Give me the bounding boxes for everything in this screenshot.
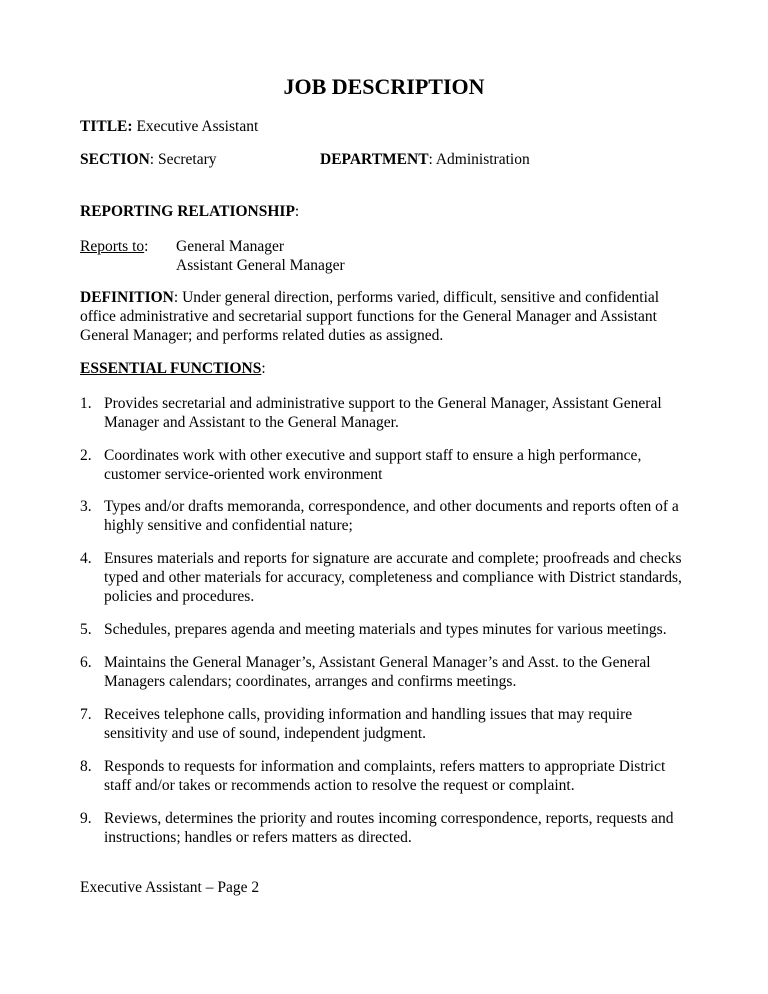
reports-to-item: Assistant General Manager (176, 257, 345, 274)
reports-to-item: General Manager (176, 238, 285, 255)
essential-functions-heading (80, 359, 266, 378)
page-footer: Executive Assistant – Page 2 (80, 879, 260, 896)
list-item-number: 2. (80, 447, 92, 464)
title-value: Executive Assistant (132, 118, 259, 135)
list-item-text: Maintains the General Manager’s, Assistant General Manager’s and Asst. to the General Managers calendars; coordinates, arranges and confirms meetings. (104, 654, 651, 690)
section-value: : Secretary (149, 151, 217, 168)
list-item-number: 8. (80, 758, 92, 775)
section-label: SECTION (80, 151, 150, 168)
list-item-text: Receives telephone calls, providing information and handling issues that may require sensitivity and use of sound, independent judgment. (104, 706, 633, 742)
list-item-number: 5. (80, 621, 92, 638)
list-item-text: Schedules, prepares agenda and meeting materials and types minutes for various meetings. (104, 621, 667, 638)
title-label: TITLE: (80, 118, 133, 135)
reports-to-colon: : (144, 238, 149, 255)
list-item-number: 3. (80, 498, 92, 515)
department-label: DEPARTMENT (320, 151, 429, 168)
reports-to-label (80, 237, 148, 256)
list-item-text: Reviews, determines the priority and routes incoming correspondence, reports, requests and instructions; handles or refers matters as directed. (104, 810, 674, 846)
list-item-number: 6. (80, 654, 92, 671)
definition-label: DEFINITION (80, 289, 174, 306)
reporting-heading-text: REPORTING RELATIONSHIP (80, 203, 295, 220)
section-line (80, 150, 216, 169)
list-item-number: 4. (80, 550, 92, 567)
department-line (320, 150, 530, 169)
title-line (80, 117, 258, 136)
list-item-text: Responds to requests for information and complaints, refers matters to appropriate District staff and/or takes or recommends action to resolve the request or complaint. (104, 758, 666, 794)
reports-to-label-text: Reports to (80, 238, 145, 255)
list-item-number: 7. (80, 706, 92, 723)
reporting-colon: : (294, 203, 300, 220)
list-item-text: Provides secretarial and administrative support to the General Manager, Assistant General Manager and Assistant to the General Manager. (104, 395, 662, 431)
list-item-text: Types and/or drafts memoranda, correspondence, and other documents and reports often of a highly sensitive and confidential nature; (104, 498, 679, 534)
list-item-number: 9. (80, 810, 92, 827)
department-value: : Administration (428, 151, 530, 168)
definition-paragraph (80, 288, 690, 345)
list-item-number: 1. (80, 395, 92, 412)
essential-colon: : (261, 360, 266, 377)
reporting-heading (80, 202, 299, 221)
list-item-text: Coordinates work with other executive and support staff to ensure a high performance, customer service-oriented work environment (104, 447, 642, 483)
definition-text: : Under general direction, performs varied, difficult, sensitive and confidential office administrative and secretarial support functions for the General Manager and Assistant General Manager; and performs related duties as assigned. (80, 289, 660, 344)
list-item-text: Ensures materials and reports for signature are accurate and complete; proofreads and checks typed and other materials for accuracy, completeness and compliance with District standards, policies and procedures. (104, 550, 682, 605)
document-heading: JOB DESCRIPTION (283, 74, 485, 99)
essential-heading-text: ESSENTIAL FUNCTIONS (80, 360, 262, 377)
